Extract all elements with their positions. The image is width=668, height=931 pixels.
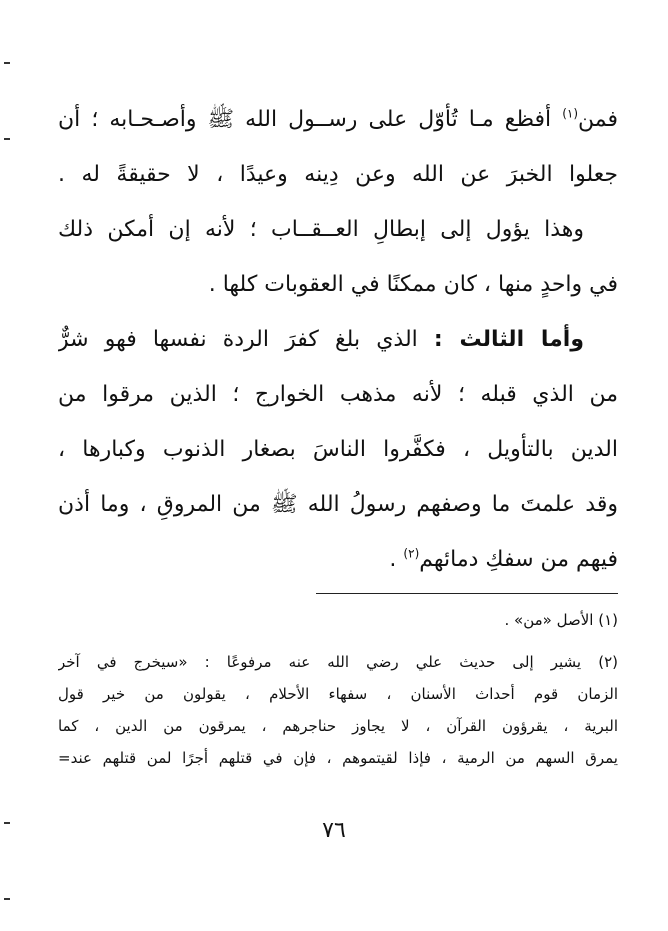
text-line: جعلوا الخبرَ عن الله وعن دِينه وعيدًا ، لا حقيقةً له . [58,162,618,187]
text-segment: الذي بلغ كفرَ الردة نفسها فهو شرٌّ [58,327,434,352]
footnote-2-line: البرية ، يقرؤون القرآن ، لا يجاوز حناجرهم ، يمرقون من الدين ، كما [58,717,618,735]
footnote-marker: (٢) [403,546,420,561]
text-line: وهذا يؤول إلى إبطالِ العــقــاب ؛ لأنه إن أمكن ذلك [58,217,584,242]
footnote-2-line: (٢) يشير إلى حديث علي رضي الله عنه مرفوعًا : «سيخرج في آخر [58,653,618,671]
footnote-2-line: الزمان قوم أحداث الأسنان ، سفهاء الأحلام ، يقولون من خير قول [58,685,618,703]
footnote-1: (١) الأصل «من» . [504,611,618,629]
text-line: الدين بالتأويل ، فكفَّروا الناسَ بصغار الذنوب وكبارها ، [58,437,618,462]
text-segment: أفظع مـا تُأوّل على رســول الله ﷺ وأصـحـابه ؛ أن [58,107,563,132]
margin-mark [4,138,10,140]
text-line: وقد علمتَ ما وصفهم رسولُ الله ﷺ من المروقِ ، وما أذن [58,492,618,517]
text-line [58,92,618,147]
footnote-2-line: يمرق السهم من الرمية ، فإذا لقيتموهم ، فإن في قتلهم أجرًا لمن قتلهم عند= [58,749,618,767]
text-segment: . [389,547,404,572]
text-line: في واحدٍ منها ، كان ممكنًا في العقوبات كلها . [208,272,618,297]
footnotes [58,604,618,774]
footnote-separator [316,593,618,594]
page-number: ٧٦ [322,818,346,843]
margin-mark [4,62,10,64]
margin-mark [4,898,10,900]
main-text [58,92,618,587]
section-heading: وأما الثالث : [433,327,584,352]
text-segment: فيهم من سفكِ دمائهم [419,547,618,572]
text-line [58,312,618,367]
footnote-marker: (١) [562,106,579,121]
text-line: من الذي قبله ؛ لأنه مذهب الخوارج ؛ الذين مرقوا من [58,382,618,407]
text-line [58,532,618,587]
margin-mark [4,822,10,824]
text-segment: فمن [578,107,618,132]
